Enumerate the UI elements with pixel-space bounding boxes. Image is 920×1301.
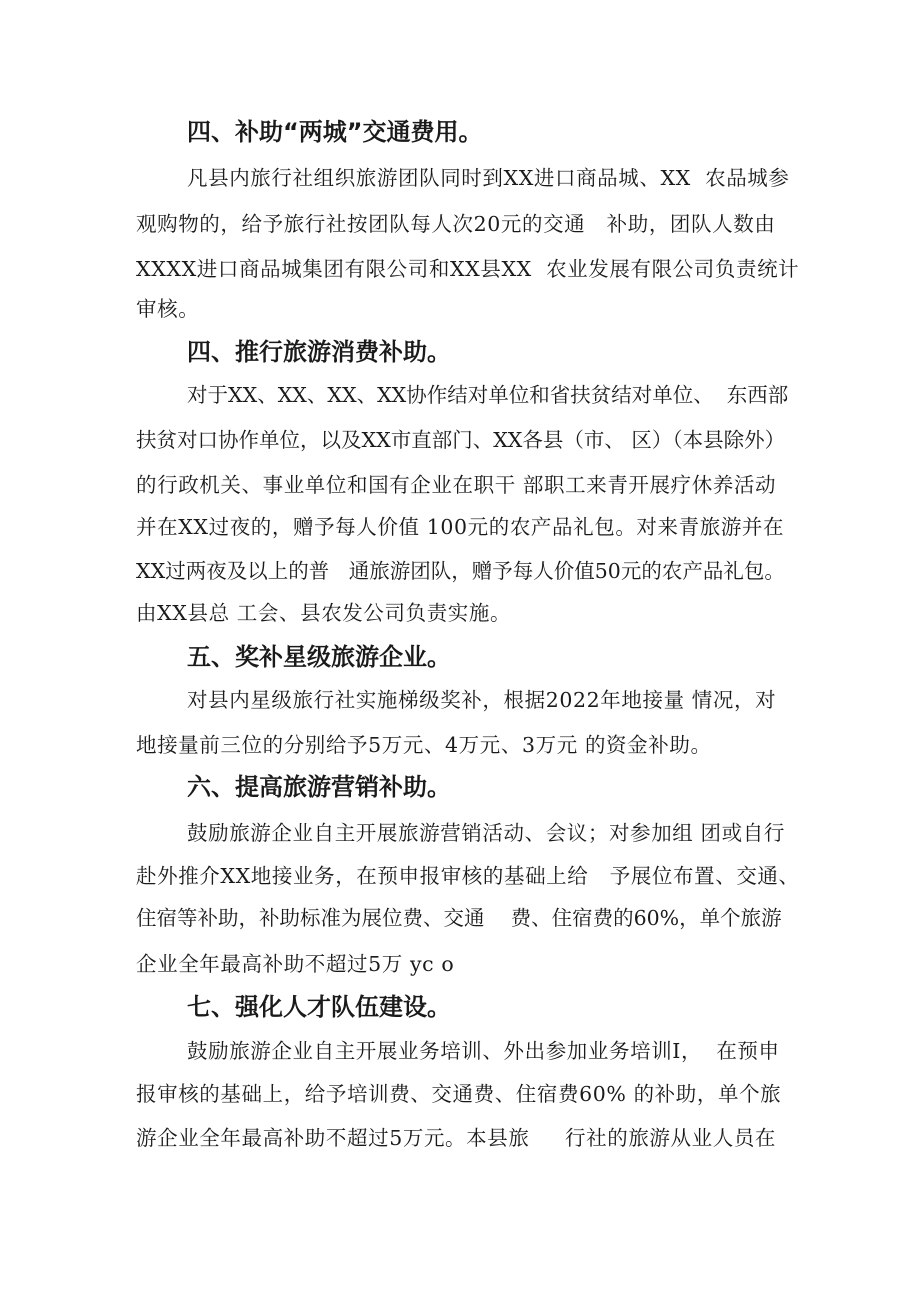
section-heading-marketing-subsidy: 六、提高旅游营销补助。 bbox=[187, 773, 451, 801]
paragraph-line: 企业全年最高补助不超过5万 yc o bbox=[136, 952, 455, 976]
section-heading-transport-subsidy: 四、补助“两城”交通费用。 bbox=[187, 118, 483, 146]
paragraph-line: 赴外推介XX地接业务，在预申报审核的基础上给 予展位布置、交通、 bbox=[136, 864, 800, 888]
section-heading-talent-building: 七、强化人才队伍建设。 bbox=[187, 993, 451, 1021]
paragraph-line: 对县内星级旅行社实施梯级奖补，根据2022年地接量 情况，对 bbox=[187, 688, 777, 712]
paragraph-line: 游企业全年最高补助不超过5万元。本县旅 行社的旅游从业人员在 bbox=[136, 1126, 777, 1150]
paragraph-line: 对于XX、XX、XX、XX协作结对单位和省扶贫结对单位、 东西部 bbox=[187, 383, 789, 407]
paragraph-line: 地接量前三位的分别给予5万元、4万元、3万元 的资金补助。 bbox=[136, 733, 712, 757]
paragraph-line: 鼓励旅游企业自主开展业务培训、外出参加业务培训I， 在预申 bbox=[187, 1039, 780, 1063]
paragraph-line: 的行政机关、事业单位和国有企业在职干 部职工来青开展疗休养活动 bbox=[136, 473, 777, 497]
paragraph-line: 住宿等补助，补助标准为展位费、交通 费、住宿费的60%，单个旅游 bbox=[136, 906, 782, 930]
paragraph-line: 凡县内旅行社组织旅游团队同时到XX进口商品城、XX 农品城参 bbox=[187, 166, 790, 190]
paragraph-line: 报审核的基础上，给予培训费、交通费、住宿费60% 的补助，单个旅 bbox=[136, 1082, 782, 1106]
paragraph-line: 并在XX过夜的，赠予每人价值 100元的农产品礼包。对来青旅游并在 bbox=[136, 515, 785, 539]
paragraph-line: 审核。 bbox=[136, 297, 200, 321]
paragraph-line: XX过两夜及以上的普 通旅游团队，赠予每人价值50元的农产品礼包。 bbox=[136, 559, 785, 583]
paragraph-line: 由XX县总 工会、县农发公司负责实施。 bbox=[136, 601, 512, 625]
section-heading-star-enterprise: 五、奖补星级旅游企业。 bbox=[187, 643, 451, 671]
paragraph-line: 扶贫对口协作单位，以及XX市直部门、XX各县（市、 区）（本县除外） bbox=[136, 428, 786, 452]
paragraph-line: 观购物的，给予旅行社按团队每人次20元的交通 补助，团队人数由 bbox=[136, 212, 776, 236]
section-heading-consumption-subsidy: 四、推行旅游消费补助。 bbox=[187, 338, 451, 366]
paragraph-line: XXXX进口商品城集团有限公司和XX县XX 农业发展有限公司负责统计 bbox=[136, 257, 800, 281]
paragraph-line: 鼓励旅游企业自主开展旅游营销活动、会议；对参加组 团或自行 bbox=[187, 821, 785, 845]
